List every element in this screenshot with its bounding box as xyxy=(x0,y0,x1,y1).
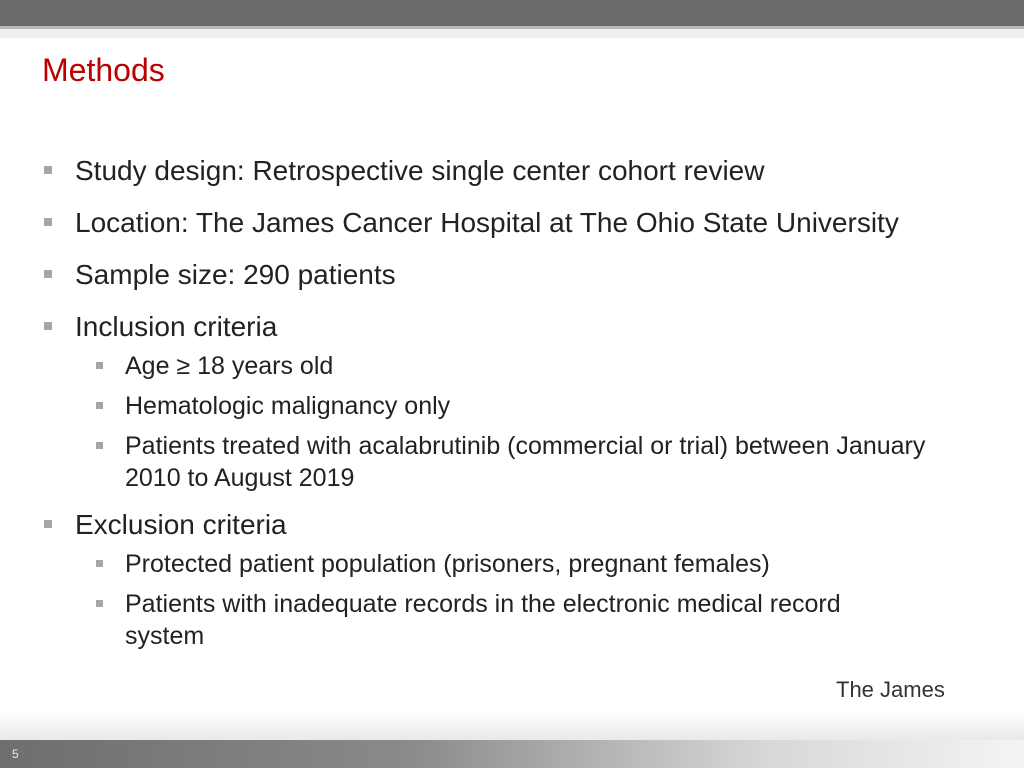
bullet-icon xyxy=(44,322,52,330)
inclusion-sub-list xyxy=(44,350,994,494)
bullet-text: Location: The James Cancer Hospital at The Ohio State University xyxy=(75,207,899,238)
bullet-item-exclusion xyxy=(44,506,994,544)
sub-bullet-icon xyxy=(96,560,103,567)
bullet-icon xyxy=(44,218,52,226)
sub-bullet-text: Patients with inadequate records in the electronic medical record system xyxy=(125,590,841,650)
page-number: 5 xyxy=(12,747,19,761)
bullet-text: Study design: Retrospective single center cohort review xyxy=(75,155,765,186)
exclusion-sub-list xyxy=(44,548,994,652)
sub-bullet-item xyxy=(44,430,975,494)
sub-bullet-icon xyxy=(96,362,103,369)
sub-bullet-text: Hematologic malignancy only xyxy=(125,392,451,420)
sub-bullet-text: Age ≥ 18 years old xyxy=(125,352,334,380)
sub-bullet-icon xyxy=(96,442,103,449)
slide-title: Methods xyxy=(42,52,165,88)
sub-bullet-item xyxy=(44,350,975,382)
sub-bullet-icon xyxy=(96,600,103,607)
bullet-item xyxy=(44,152,994,190)
bullet-icon xyxy=(44,520,52,528)
bullet-text: Sample size: 290 patients xyxy=(75,259,396,290)
sub-bullet-item xyxy=(44,588,885,652)
bullet-text: Exclusion criteria xyxy=(75,509,287,540)
bullet-item-inclusion xyxy=(44,308,994,346)
bullet-item xyxy=(44,204,994,242)
sub-bullet-icon xyxy=(96,402,103,409)
sub-bullet-text: Protected patient population (prisoners, pregnant females) xyxy=(125,550,770,578)
the-james-logo-text: The James xyxy=(836,677,945,702)
bullet-list xyxy=(44,152,994,664)
footer-shadow xyxy=(0,712,1024,740)
sub-bullet-item xyxy=(44,548,975,580)
top-banner xyxy=(0,0,1024,26)
top-shadow xyxy=(0,29,1024,38)
bullet-text: Inclusion criteria xyxy=(75,311,278,342)
sub-bullet-item xyxy=(44,390,975,422)
footer-bar xyxy=(0,740,1024,768)
bullet-icon xyxy=(44,270,52,278)
bullet-item xyxy=(44,256,994,294)
sub-bullet-text: Patients treated with acalabrutinib (commercial or trial) between January 2010 to August 2019 xyxy=(125,432,926,492)
bullet-icon xyxy=(44,166,52,174)
